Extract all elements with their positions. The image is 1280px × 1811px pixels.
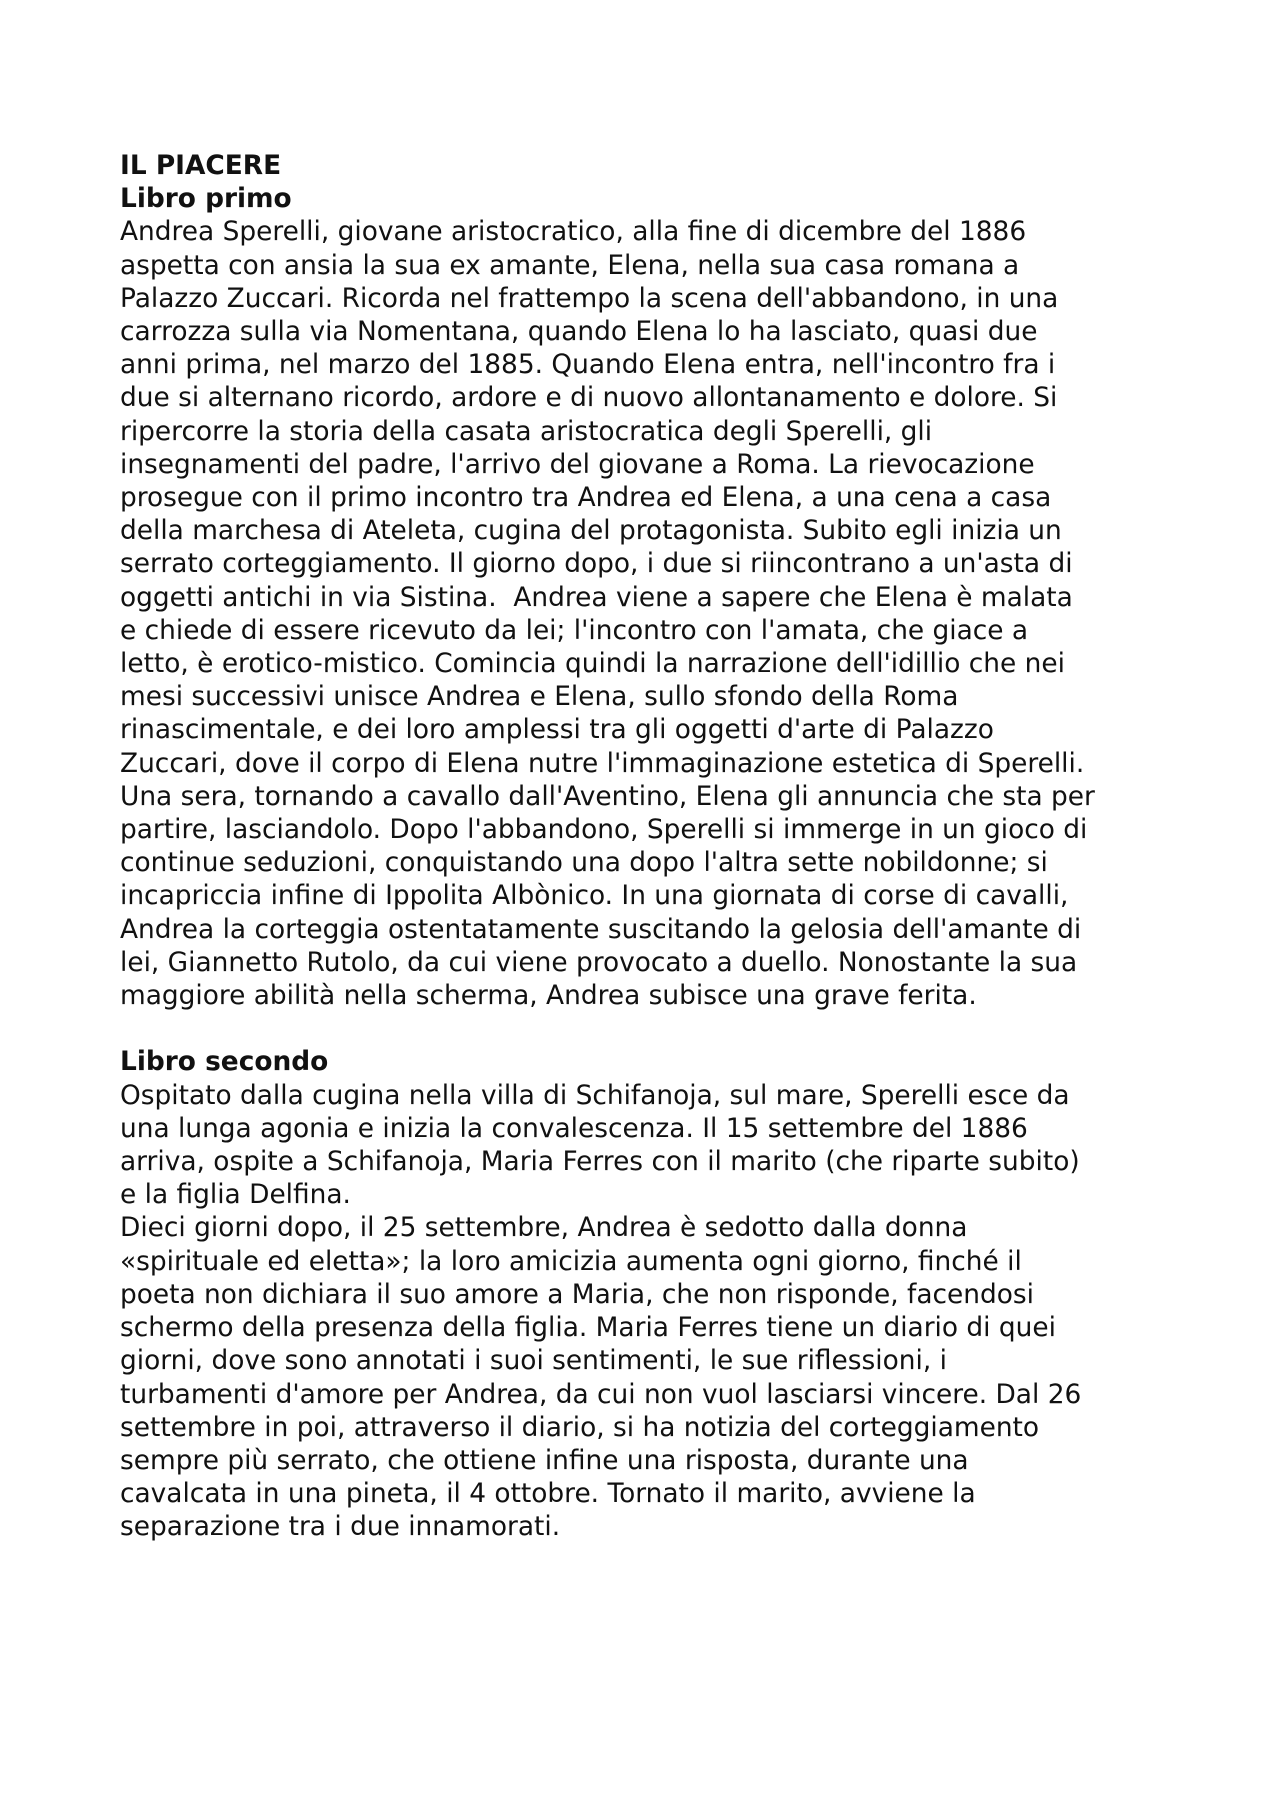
section-heading-libro-primo: Libro primo: [120, 183, 292, 215]
section-spacer: [120, 1012, 1180, 1045]
section-heading-libro-secondo: Libro secondo: [120, 1046, 329, 1078]
paragraph-libro-secondo-2: Dieci giorni dopo, il 25 settembre, Andrea è sedotto dalla donna «spirituale ed eletta»; la loro amicizia aumenta ogni giorno, finché il poeta non dichiara il suo amore a Maria, che non risponde, facendosi schermo della presenza della figlia. Maria Ferres tiene un diario di quei giorni, dove sono annotati i suoi sentimenti, le sue riflessioni, i turbamenti d'amore per Andrea, da cui non vuol lasciarsi vincere. Dal 26 settembre in poi, attraverso il diario, si ha notizia del corteggiamento sempre più serrato, che ottiene infine una risposta, durante una cavalcata in una pineta, il 4 ottobre. Tornato il marito, avviene la separazione tra i due innamorati.: [120, 1212, 1082, 1543]
paragraph-libro-primo: Andrea Sperelli, giovane aristocratico, alla fine di dicembre del 1886 aspetta con ansia la sua ex amante, Elena, nella sua casa romana a Palazzo Zuccari. Ricorda nel frattempo la scena dell'abbandono, in una carrozza sulla via Nomentana, quando Elena lo ha lasciato, quasi due anni prima, nel marzo del 1885. Quando Elena entra, nell'incontro fra i due si alternano ricordo, ardore e di nuovo allontanamento e dolore. Si ripercorre la storia della casata aristocratica degli Sperelli, gli insegnamenti del padre, l'arrivo del giovane a Roma. La rievocazione prosegue con il primo incontro tra Andrea ed Elena, a una cena a casa della marchesa di Ateleta, cugina del protagonista. Subito egli inizia un serrato corteggiamento. Il giorno dopo, i due si riincontrano a un'asta di oggetti antichi in via Sistina. Andrea viene a sapere che Elena è malata e chiede di essere ricevuto da lei; l'incontro con l'amata, che giace a letto, è erotico-mistico. Comincia quindi la narrazione dell'idillio che nei mesi successivi unisce Andrea e Elena, sullo sfondo della Roma rinascimentale, e dei loro amplessi tra gli oggetti d'arte di Palazzo Zuccari, dove il corpo di Elena nutre l'immaginazione estetica di Sperelli. Una sera, tornando a cavallo dall'Aventino, Elena gli annuncia che sta per partire, lasciandolo. Dopo l'abbandono, Sperelli si immerge in un gioco di continue seduzioni, conquistando una dopo l'altra sette nobildonne; si incapriccia infine di Ippolita Albònico. In una giornata di corse di cavalli, Andrea la corteggia ostentatamente suscitando la gelosia dell'amante di lei, Giannetto Rutolo, da cui viene provocato a duello. Nonostante la sua maggiore abilità nella scherma, Andrea subisce una grave ferita.: [120, 216, 1095, 1012]
paragraph-libro-secondo-1: Ospitato dalla cugina nella villa di Schifanoja, sul mare, Sperelli esce da una lunga agonia e inizia la convalescenza. Il 15 settembre del 1886 arriva, ospite a Schifanoja, Maria Ferres con il marito (che riparte subito) e la figlia Delfina.: [120, 1079, 1080, 1211]
document-page: [120, 149, 1180, 1544]
document-title: IL PIACERE: [120, 150, 282, 181]
